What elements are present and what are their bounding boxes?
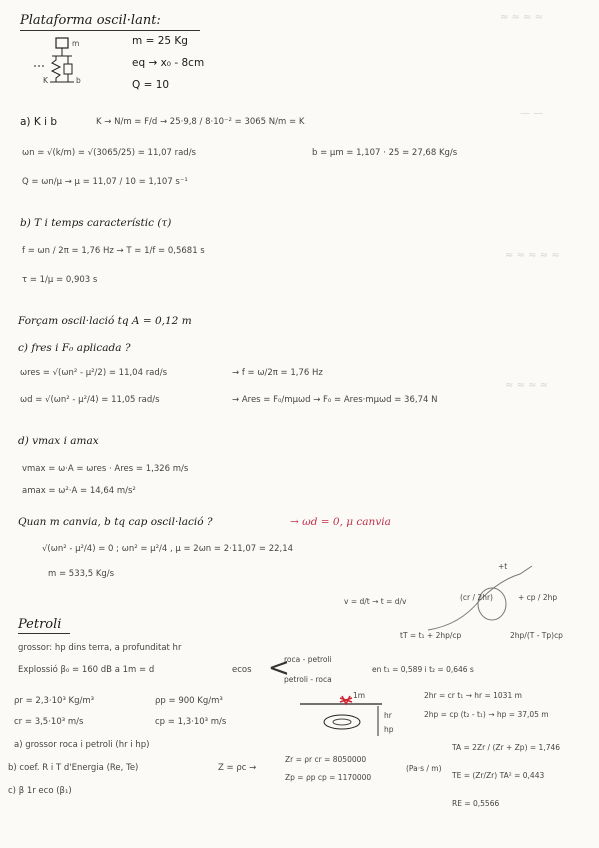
amplitude-transmission: TA = 2Zr / (Zr + Zp) = 1,746 (452, 743, 561, 752)
question-b: b) coef. R i T d'Energia (Re, Te) (8, 763, 139, 773)
part-d-heading: d) vmax i amax (18, 435, 99, 447)
part-b-heading: b) T i temps característic (τ) (20, 217, 172, 229)
spring-damper-diagram (30, 36, 110, 96)
side-sketch-tag: +t (498, 562, 508, 571)
impedance-units: (Pa·s / m) (406, 764, 442, 773)
part-c-heading: c) fres i F₀ aplicada ? (18, 342, 131, 354)
diagram-hp-label: hp (384, 725, 394, 734)
rock-speed: cr = 3,5·10³ m/s (14, 717, 84, 727)
ecos-brace: < (268, 653, 290, 683)
hp-calc: 2hp = cp (t₂ - t₁) → hp = 37,05 m (424, 710, 549, 719)
part-a-quality-mu: Q = ωn/μ → μ = 11,07 / 10 = 1,107 s⁻¹ (22, 177, 188, 187)
forced-heading: Forçam oscil·lació tq A = 0,12 m (18, 315, 192, 327)
part-a-line1: K → N/m = F/d → 25·9,8 / 8·10⁻² = 3065 N/m = K (96, 117, 305, 127)
diagram-hr-label: hr (384, 711, 392, 720)
petroli-title: Petroli (18, 617, 62, 632)
part-e-damping-result: m = 533,5 Kg/s (48, 569, 115, 579)
hr-calc: 2hr = cr t₁ → hr = 1031 m (424, 691, 522, 700)
petroli-intro-thickness: grossor: hp dins terra, a profunditat hr (18, 643, 182, 653)
echo-times: en t₁ = 0,589 i t₂ = 0,646 s (372, 665, 474, 674)
mass-label: m (72, 39, 80, 48)
given-equilibrium: eq → x₀ - 8cm (132, 57, 205, 69)
part-e-question: Quan m canvia, b tq cap oscil·lació ? (18, 516, 213, 528)
damper-label: b (76, 76, 81, 85)
side-sketch-curve (420, 560, 590, 640)
bleed-through-mark: ≈ ≈ ≈ ≈ ≈ (505, 250, 560, 261)
part-d-amax: amax = ω²·A = 14,64 m/s² (22, 486, 136, 496)
ground-layers-diagram (296, 692, 396, 744)
ecos-label: ecos (232, 665, 252, 675)
part-d-vmax: vmax = ω·A = ωres · Ares = 1,326 m/s (22, 464, 189, 474)
side-sketch-velocity: v = d/t → t = d/v (344, 597, 407, 606)
part-b-tau: τ = 1/μ = 0,903 s (22, 275, 98, 285)
part-c-omega-res: ωres = √(ωn² - μ²/2) = 11,04 rad/s (20, 368, 168, 378)
part-c-omega-d: ωd = √(ωn² - μ²/4) = 11,05 rad/s (20, 395, 160, 405)
ecos-oil-rock: petroli - roca (284, 675, 332, 684)
side-sketch-right-note: 2hp/(T - Tp)cp (510, 631, 563, 640)
oil-density: ρp = 900 Kg/m³ (155, 696, 223, 706)
oil-speed: cp = 1,3·10³ m/s (155, 717, 227, 727)
part-a-damping-b: b = μm = 1,107 · 25 = 27,68 Kg/s (312, 148, 458, 158)
part-e-answer: → ωd = 0, μ canvia (290, 516, 391, 528)
given-quality: Q = 10 (132, 79, 170, 91)
part-a-omega-n: ωn = √(k/m) = √(3065/25) = 11,07 rad/s (22, 148, 196, 158)
given-mass: m = 25 Kg (132, 35, 188, 47)
rock-density: ρr = 2,3·10³ Kg/m³ (14, 696, 95, 706)
energy-transmission: TE = (Zr/Zr) TA² = 0,443 (452, 771, 545, 780)
question-a: a) grossor roca i petroli (hr i hp) (14, 740, 150, 750)
impedance-formula: Z = ρc → (218, 763, 257, 773)
bleed-through-mark: ≈ ≈ ≈ ≈ (500, 12, 544, 23)
bleed-through-mark: ≈ ≈ ≈ ≈ (505, 380, 549, 391)
rock-impedance: Zr = ρr cr = 8050000 (285, 755, 367, 764)
bleed-through-mark: — — (520, 108, 544, 119)
energy-reflection: RE = 0,5566 (452, 799, 500, 808)
diagram-1m-label: 1m (353, 691, 366, 700)
question-c: c) β 1r eco (β₁) (8, 786, 72, 796)
side-sketch-frac2: + cp / 2hp (518, 593, 558, 602)
oil-impedance: Zp = ρp cp = 1170000 (285, 773, 372, 782)
part-b-frequency-period: f = ωn / 2π = 1,76 Hz → T = 1/f = 0,5681 s (22, 246, 205, 256)
ecos-rock-oil: roca - petroli (284, 655, 332, 664)
spring-label: K (43, 76, 48, 85)
part-a-heading: a) K i b (20, 116, 58, 128)
plataforma-title: Plataforma oscil·lant: (20, 13, 161, 28)
petroli-intro-explosion: Explossió β₀ = 160 dB a 1m = d (18, 665, 155, 675)
side-sketch-sum: tT = t₁ + 2hp/cp (400, 631, 462, 640)
part-c-f-res: → f = ω/2π = 1,76 Hz (232, 368, 323, 378)
side-sketch-frac1: (cr / 2hr) (460, 593, 493, 602)
part-e-line1: √(ωn² - μ²/4) = 0 ; ωn² = μ²/4 , μ = 2ωn = 2·11,07 = 22,14 (42, 544, 294, 554)
part-c-force: → Ares = F₀/mμωd → F₀ = Ares·mμωd = 36,74 N (232, 395, 438, 405)
